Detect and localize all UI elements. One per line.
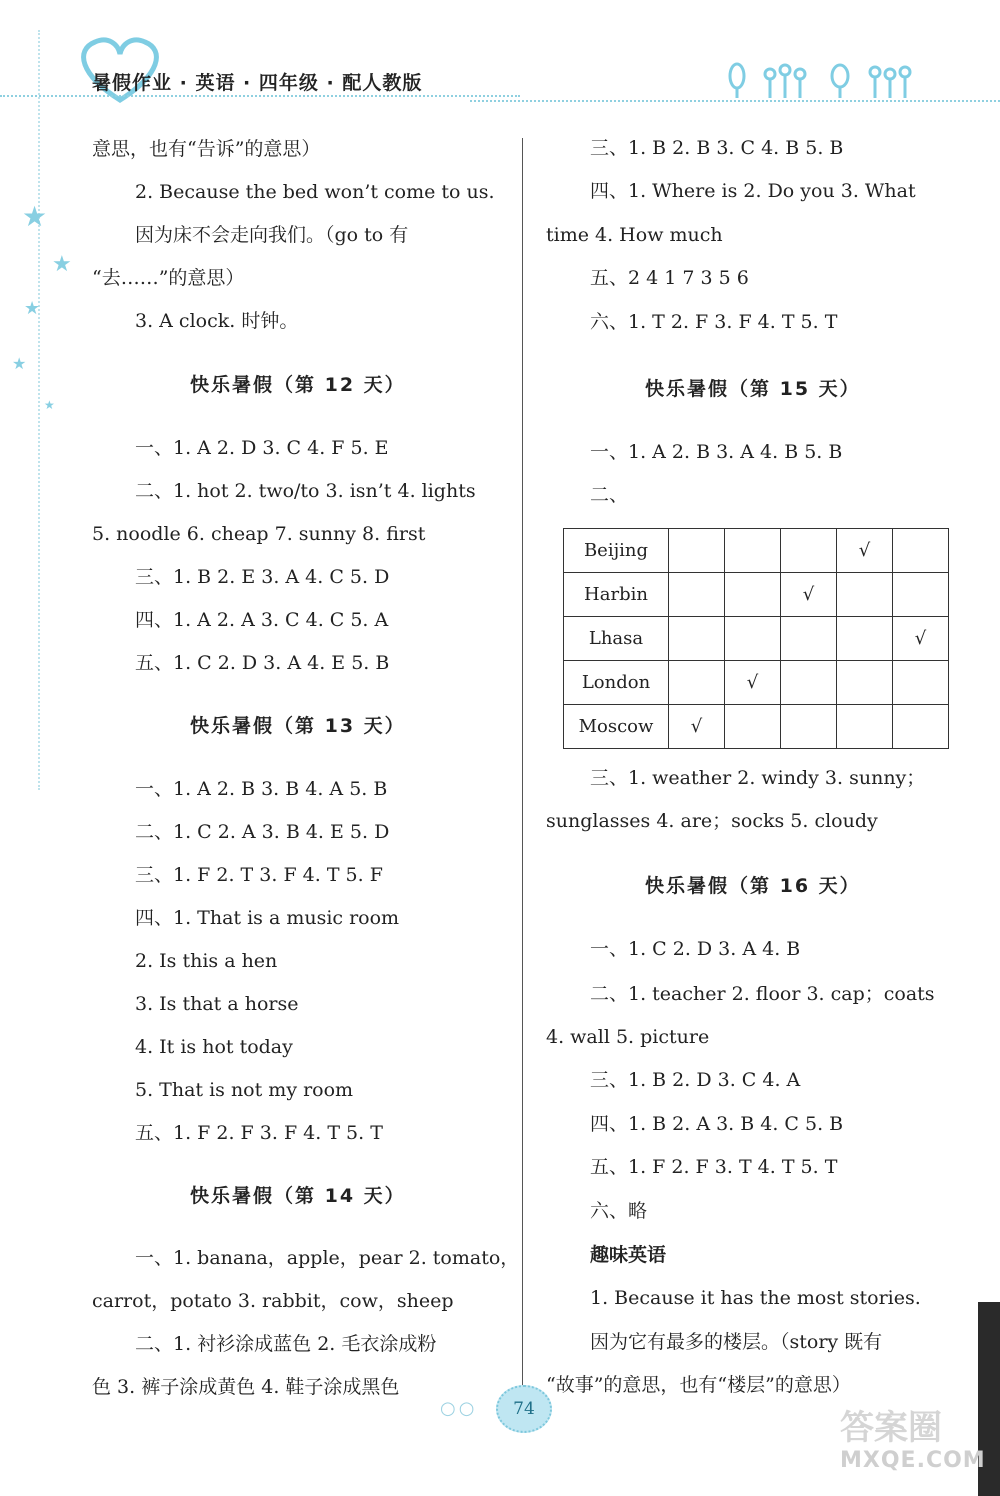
check-cell [669,617,725,661]
answer-line: 五、2 4 1 7 3 5 6 [590,267,749,289]
table-row [564,705,949,749]
check-cell [781,705,837,749]
answer-line: 六、1. T 2. F 3. F 4. T 5. T [590,311,838,333]
table-row [564,661,949,705]
answer-line: 一、1. A 2. B 3. A 4. B 5. B [590,441,843,463]
answer-line: 二、1. 衬衫涂成蓝色 2. 毛衣涂成粉 [135,1333,437,1355]
answer-line: time 4. How much [546,224,723,246]
check-cell [837,573,893,617]
answer-line: 五、1. F 2. F 3. T 4. T 5. T [590,1156,838,1178]
check-cell: √ [725,661,781,705]
answer-line: 三、1. F 2. T 3. F 4. T 5. F [135,864,383,886]
weather-city-table [563,528,949,749]
check-cell [893,573,949,617]
answer-line: 二、1. C 2. A 3. B 4. E 5. D [135,821,390,843]
answer-line: sunglasses 4. are；socks 5. cloudy [546,810,878,832]
answer-line: 五、1. F 2. F 3. F 4. T 5. T [135,1122,383,1144]
answer-line: 2. Is this a hen [135,950,278,972]
answer-line: 3. Is that a horse [135,993,299,1015]
check-cell [669,573,725,617]
city-cell: London [564,661,669,705]
answer-line: 一、1. C 2. D 3. A 4. B [590,938,801,960]
check-cell [837,661,893,705]
watermark-logo: 答案圈 [840,1408,942,1448]
check-cell [837,705,893,749]
section-heading: 快乐暑假（第 13 天） [190,715,406,737]
answer-line: 一、1. A 2. D 3. C 4. F 5. E [135,437,389,459]
answer-line: 二、1. teacher 2. floor 3. cap；coats [590,983,935,1005]
section-heading: 快乐暑假（第 15 天） [645,378,861,400]
answer-line: “故事”的意思，也有“楼层”的意思） [546,1374,851,1396]
column-divider [522,138,523,1398]
answer-line: 4. wall 5. picture [546,1026,710,1048]
table-row [564,573,949,617]
check-cell [669,529,725,573]
plants-decoration-icon [725,58,915,100]
page-number: 74 [496,1385,552,1433]
answer-line: 5. That is not my room [135,1079,354,1101]
answer-line: 色 3. 裤子涂成黄色 4. 鞋子涂成黑色 [92,1376,400,1398]
answer-line: 三、1. B 2. E 3. A 4. C 5. D [135,566,390,588]
answer-line: 意思，也有“告诉”的意思） [92,138,321,160]
answer-line: 三、1. weather 2. windy 3. sunny； [590,767,926,789]
answer-line: 三、1. B 2. B 3. C 4. B 5. B [590,137,844,159]
check-cell: √ [893,617,949,661]
city-cell: Lhasa [564,617,669,661]
answer-line: 五、1. C 2. D 3. A 4. E 5. B [135,652,390,674]
answer-line: 二、 [590,484,629,506]
answer-line: 3. A clock. 时钟。 [135,310,299,332]
answer-line: 1. Because it has the most stories. [590,1287,921,1309]
check-cell [781,529,837,573]
page-dots-decoration: ○○ [440,1398,478,1419]
city-cell: Moscow [564,705,669,749]
check-cell: √ [781,573,837,617]
answer-line: 一、1. A 2. B 3. B 4. A 5. B [135,778,388,800]
table-row [564,617,949,661]
check-cell [669,661,725,705]
check-cell [725,573,781,617]
star-icon: ★ [24,298,41,319]
answer-line: “去……”的意思） [92,267,245,289]
answer-line: 2. Because the bed won’t come to us. [135,181,495,203]
check-cell [725,617,781,661]
table-row [564,529,949,573]
check-cell [781,617,837,661]
check-cell [725,529,781,573]
answer-line: 四、1. A 2. A 3. C 4. C 5. A [135,609,389,631]
answer-line: 四、1. B 2. A 3. B 4. C 5. B [590,1113,844,1135]
answer-line: 三、1. B 2. D 3. C 4. A [590,1069,801,1091]
answer-line: 一、1. banana，apple，pear 2. tomato， [135,1247,520,1269]
answer-line: 5. noodle 6. cheap 7. sunny 8. first [92,523,426,545]
section-heading: 趣味英语 [590,1244,667,1266]
section-heading: 快乐暑假（第 14 天） [190,1185,406,1207]
header-title: 暑假作业 · 英语 · 四年级 · 配人教版 [92,72,423,94]
answer-line: 因为它有最多的楼层。（story 既有 [590,1331,883,1353]
star-icon: ★ [44,398,55,412]
check-cell [893,661,949,705]
answer-line: 4. It is hot today [135,1036,293,1058]
city-cell: Harbin [564,573,669,617]
check-cell [781,661,837,705]
star-icon: ★ [22,200,48,233]
star-icon: ★ [52,252,72,277]
check-cell [837,617,893,661]
header-rule [0,95,520,97]
watermark-url: MXQE.COM [840,1448,986,1473]
answer-line: 四、1. That is a music room [135,907,400,929]
section-heading: 快乐暑假（第 16 天） [645,875,861,897]
check-cell: √ [669,705,725,749]
city-cell: Beijing [564,529,669,573]
check-cell [893,529,949,573]
header-rule-right [470,100,1000,102]
answer-line: 六、略 [590,1200,648,1222]
answer-line: 因为床不会走向我们。（go to 有 [135,224,409,246]
margin-dotted-line [38,30,40,790]
answer-line: 二、1. hot 2. two/to 3. isn’t 4. lights [135,480,476,502]
check-cell [893,705,949,749]
section-heading: 快乐暑假（第 12 天） [190,374,406,396]
answer-line: carrot，potato 3. rabbit，cow，sheep [92,1290,454,1312]
check-cell: √ [837,529,893,573]
answer-line: 四、1. Where is 2. Do you 3. What [590,180,916,202]
star-icon: ★ [12,354,27,373]
check-cell [725,705,781,749]
